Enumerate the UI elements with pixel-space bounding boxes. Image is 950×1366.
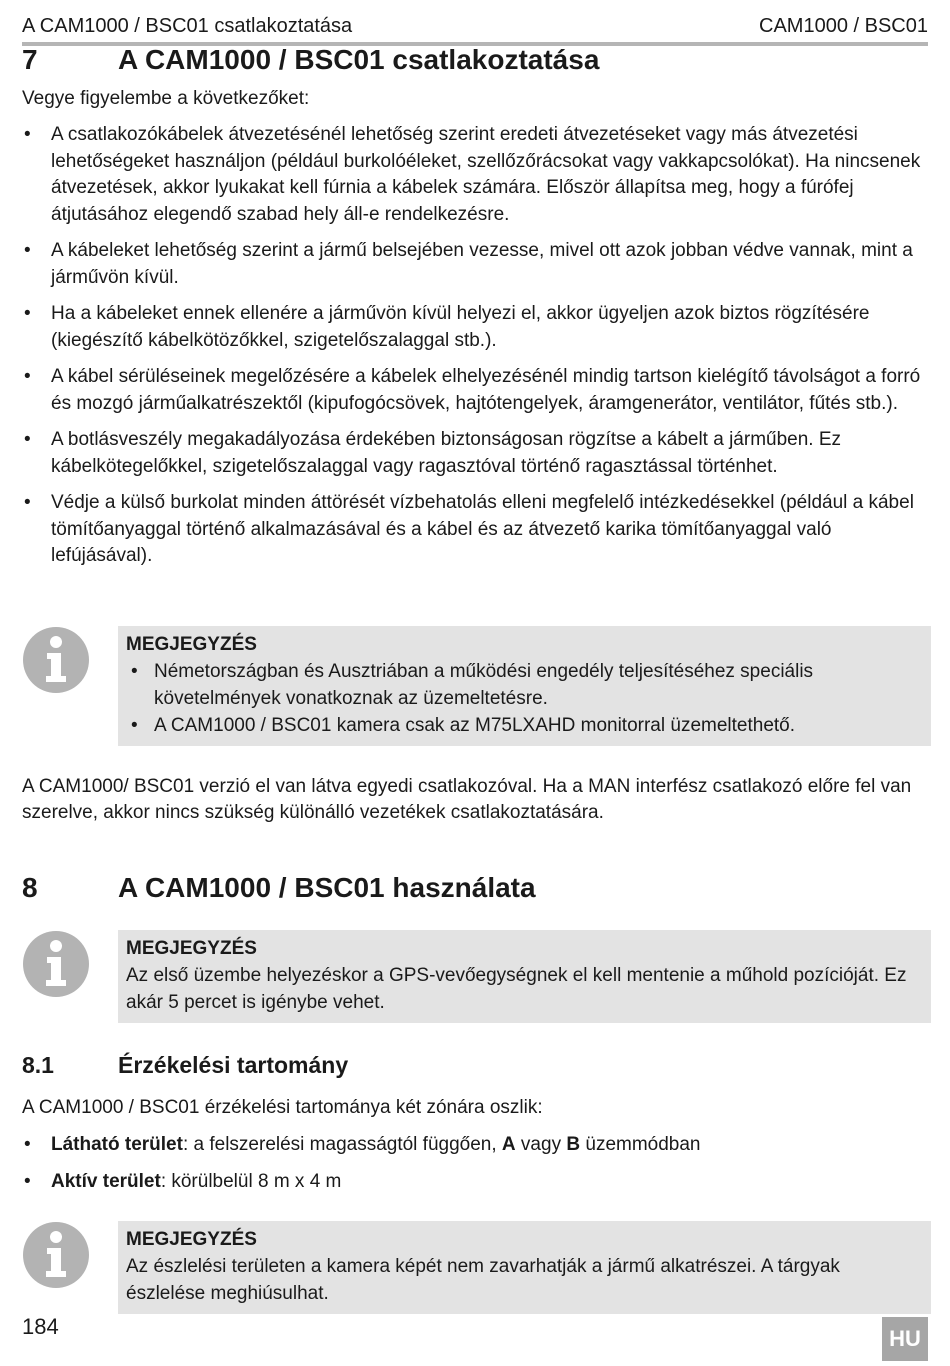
list-item: • A botlásveszély megakadályozása érdekében biztonságosan rögzítse a kábelt a járműben. Ez kábelkötegelőkkel, szigetelőszalaggal vagy ragasztóval történő ragasztással történhet. bbox=[22, 427, 928, 480]
section-7-bullets bbox=[22, 122, 928, 580]
list-item: • A csatlakozókábelek átvezetésénél lehetőség szerint eredeti átvezetéseket vagy más átvezetési lehetőségeket használjon (például burkolóéleket, szellőzőrácsokat vagy vakkapcsolókat). Ha nincsenek átvezetések, akkor lyukakat kell fúrnia a kábelek számára. Először állapítsa meg, hogy a fúrófej átjutásához elegendő szabad hely áll-e rendelkezésre. bbox=[22, 122, 928, 228]
info-icon bbox=[22, 930, 90, 998]
section-7-closing: A CAM1000/ BSC01 verzió el van látva egyedi csatlakozóval. Ha a MAN interfész csatlakozó előre fel van szerelve, akkor nincs szükség különálló vezetékek csatlakoztatására. bbox=[22, 776, 912, 823]
list-item: • Ha a kábeleket ennek ellenére a járművön kívül helyezi el, akkor ügyeljen azok biztos rögzítésére (kiegészítő kábelkötözőkkel, szigetelőszalaggal stb.). bbox=[22, 301, 928, 354]
text: üzemmódban bbox=[580, 1134, 701, 1155]
list-item: • A kábel sérüléseinek megelőzésére a kábelek elhelyezésénél mindig tartson kielégítő távolságot a forró és mozgó járműalkatrészektől (kipufogócsövek, hajtótengelyek, áramgenerátor, ventilátor, fűtés stb.). bbox=[22, 364, 928, 417]
text: : a felszerelési magasságtól függően, bbox=[182, 1134, 502, 1155]
mode-b: B bbox=[566, 1134, 581, 1155]
header-right: CAM1000 / BSC01 bbox=[759, 15, 928, 37]
running-header bbox=[22, 8, 928, 46]
info-icon bbox=[22, 626, 90, 694]
info-icon bbox=[22, 1221, 90, 1289]
note-box bbox=[118, 626, 931, 746]
section-title: Érzékelési tartomány bbox=[118, 1052, 349, 1078]
language-badge: HU bbox=[882, 1317, 928, 1361]
note-list bbox=[126, 658, 923, 739]
list-item bbox=[22, 1169, 928, 1196]
note-item: • Németországban és Ausztriában a működési engedély teljesítéséhez speciális követelmények vonatkoznak az üzemeltetésre. bbox=[126, 658, 923, 712]
text: : körülbelül 8 m x 4 m bbox=[160, 1170, 342, 1192]
section-8-1-intro: A CAM1000 / BSC01 érzékelési tartománya két zónára oszlik: bbox=[22, 1097, 543, 1118]
section-title: A CAM1000 / BSC01 csatlakoztatása bbox=[118, 44, 600, 75]
note-box bbox=[118, 1221, 931, 1314]
list-item bbox=[22, 1132, 928, 1159]
note-text: Az észlelési területen a kamera képét nem zavarhatják a jármű alkatrészei. A tárgyak észlelése meghiúsulhat. bbox=[126, 1256, 840, 1304]
note-box bbox=[118, 930, 931, 1023]
note-title: MEGJEGYZÉS bbox=[126, 938, 257, 959]
section-number: 7 bbox=[22, 44, 38, 75]
note-text: Az első üzembe helyezéskor a GPS-vevőegységnek el kell mentenie a műhold pozícióját. Ez akár 5 percet is igénybe vehet. bbox=[126, 965, 907, 1013]
note-item: • A CAM1000 / BSC01 kamera csak az M75LXAHD monitorral üzemeltethető. bbox=[126, 712, 923, 739]
section-8-1-bullets bbox=[22, 1132, 928, 1205]
list-item: • A kábeleket lehetőség szerint a jármű belsejében vezesse, mivel ott azok jobban védve vannak, mint a járművön kívül. bbox=[22, 238, 928, 291]
mode-a: A bbox=[501, 1134, 516, 1155]
note-title: MEGJEGYZÉS bbox=[126, 1229, 257, 1250]
section-7-intro: Vegye figyelembe a következőket: bbox=[22, 88, 310, 109]
section-number: 8.1 bbox=[22, 1052, 54, 1078]
note-title: MEGJEGYZÉS bbox=[126, 634, 257, 655]
term: Látható terület bbox=[51, 1134, 183, 1155]
text: vagy bbox=[515, 1134, 567, 1155]
header-left: A CAM1000 / BSC01 csatlakoztatása bbox=[22, 15, 353, 37]
section-7-heading bbox=[22, 44, 599, 76]
term: Aktív terület bbox=[51, 1170, 161, 1192]
page-number: 184 bbox=[22, 1314, 59, 1339]
list-item: • Védje a külső burkolat minden áttörését vízbehatolás elleni megfelelő intézkedésekkel (például a kábel tömítőanyaggal történő alkalmazásával és a kábel és az átvezető karika tömítőanyaggal való lefújásával). bbox=[22, 490, 928, 570]
section-8-1-heading bbox=[22, 1052, 348, 1079]
section-8-heading bbox=[22, 872, 536, 904]
section-title: A CAM1000 / BSC01 használata bbox=[118, 872, 536, 903]
section-number: 8 bbox=[22, 872, 38, 903]
